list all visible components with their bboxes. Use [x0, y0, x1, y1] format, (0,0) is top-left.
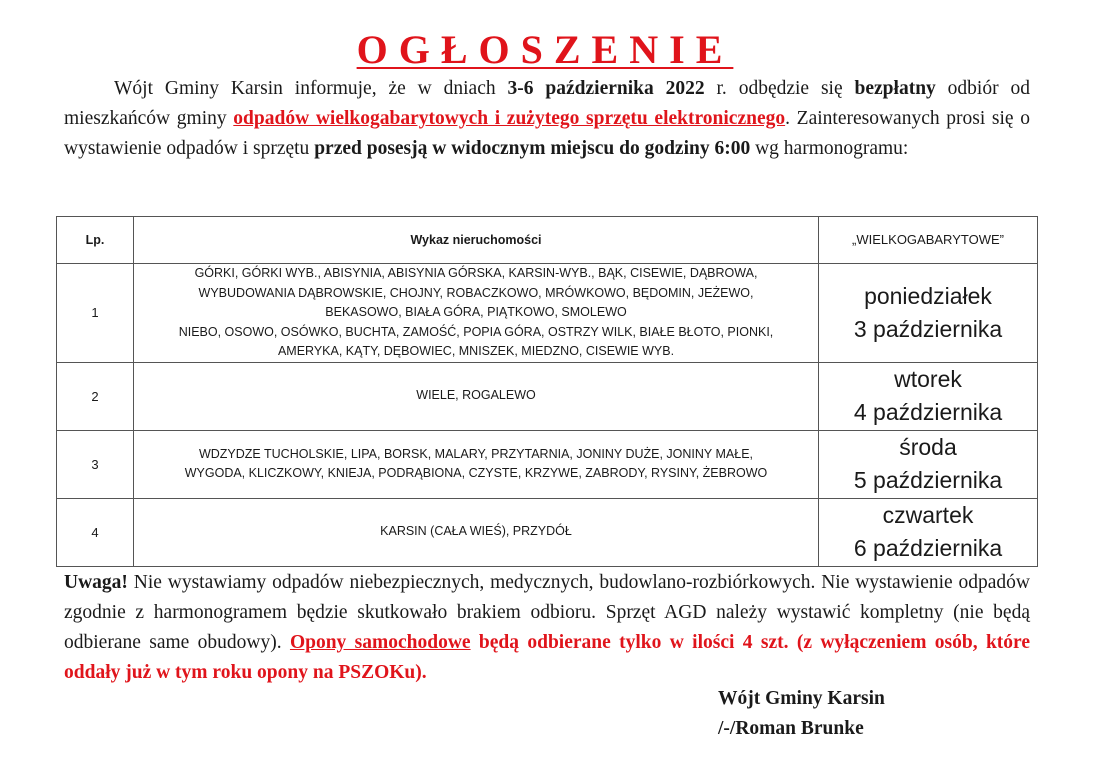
- row-date: 3 października: [853, 315, 1003, 342]
- table-row: [57, 430, 1038, 498]
- warning-text-2: będą odbierane tylko w ilości 4 szt. (z wyłączeniem osób, które oddały już w tym roku opony na PSZOKu).: [64, 632, 1030, 683]
- location-line: NIEBO, OSOWO, OSÓWKO, BUCHTA, ZAMOŚĆ, POPIA GÓRA, OSTRZY WILK, BIAŁE BŁOTO, PIONKI,: [178, 324, 774, 339]
- row-date: 6 października: [853, 535, 1003, 561]
- intro-paragraph: [64, 74, 1030, 164]
- location-line: WYBUDOWANIA DĄBROWSKIE, CHOJNY, ROBACZKOWO, MRÓWKOWO, BĘDOMIN, JEŻEWO,: [198, 285, 754, 300]
- row-lp: 4: [57, 498, 134, 566]
- page-title: OGŁOSZENIE: [356, 27, 734, 72]
- row-locations: [134, 498, 819, 566]
- header-type: „WIELKOGABARYTOWE”: [819, 217, 1038, 264]
- row-day: wtorek: [894, 366, 962, 392]
- row-locations: [134, 264, 819, 363]
- intro-dates: 3-6 października 2022: [507, 78, 705, 99]
- location-line: BEKASOWO, BIAŁA GÓRA, PIĄTKOWO, SMOLEWO: [325, 305, 627, 319]
- header-lp: Lp.: [57, 217, 134, 264]
- row-collection-date: [819, 498, 1038, 566]
- warning-text-1: Nie wystawiamy odpadów niebezpiecznych, medycznych, budowlano-rozbiórkowych. Nie wystawienie odpadów zgodnie z harmonogramem będzie skutkowało brakiem odbioru. Sprzęt AGD należy wystawić kompletny (nie będą odbierane same obudowy).: [64, 572, 1030, 653]
- location-line: KARSIN (CAŁA WIEŚ), PRZYDÓŁ: [380, 524, 572, 539]
- intro-text-5: wg harmonogramu:: [750, 138, 909, 159]
- row-lp: 2: [57, 362, 134, 430]
- warning-lead: Uwaga!: [64, 572, 128, 593]
- row-day: środa: [899, 434, 957, 460]
- signature-role: Wójt Gminy Karsin: [718, 688, 885, 709]
- location-line: AMERYKA, KĄTY, DĘBOWIEC, MNISZEK, MIEDZNO, CISEWIE WYB.: [277, 344, 675, 358]
- row-collection-date: [819, 362, 1038, 430]
- table-header-row: [57, 217, 1038, 264]
- row-collection-date: [819, 264, 1038, 363]
- location-line: WIELE, ROGALEWO: [416, 388, 536, 403]
- signature-name: /-/Roman Brunke: [718, 718, 864, 739]
- row-day: czwartek: [882, 502, 974, 528]
- row-lp: 1: [57, 264, 134, 363]
- table-row: [57, 264, 1038, 363]
- intro-text-4: . Zainteresowanych prosi się o wystawienie odpadów i sprzętu: [64, 108, 1030, 159]
- row-date: 4 października: [853, 399, 1003, 425]
- row-date: 5 października: [853, 467, 1003, 493]
- row-lp: 3: [57, 430, 134, 498]
- row-locations: [134, 362, 819, 430]
- row-locations: [134, 430, 819, 498]
- intro-place: przed posesją w widocznym miejscu do godziny 6:00: [314, 138, 751, 159]
- row-day: poniedziałek: [864, 282, 992, 309]
- intro-text-2: r. odbędzie się: [704, 78, 855, 99]
- intro-text-3: odbiór od mieszkańców gminy: [64, 78, 1030, 129]
- table-row: [57, 362, 1038, 430]
- table-row: [57, 498, 1038, 566]
- warning-tires: Opony samochodowe: [289, 632, 471, 653]
- intro-text-1: Wójt Gminy Karsin informuje, że w dniach: [114, 78, 508, 99]
- location-line: WDZYDZE TUCHOLSKIE, LIPA, BORSK, MALARY, PRZYTARNIA, JONINY DUŻE, JONINY MAŁE,: [198, 446, 754, 461]
- location-line: WYGODA, KLICZKOWY, KNIEJA, PODRĄBIONA, CZYSTE, KRZYWE, ZABRODY, RYSINY, ŻEBROWO: [184, 466, 768, 480]
- intro-free: bezpłatny: [854, 78, 936, 99]
- row-collection-date: [819, 430, 1038, 498]
- warning-note: [64, 568, 1030, 688]
- location-line: GÓRKI, GÓRKI WYB., ABISYNIA, ABISYNIA GÓRSKA, KARSIN-WYB., BĄK, CISEWIE, DĄBROWA,: [194, 266, 758, 280]
- intro-waste-types: odpadów wielkogabarytowych i zużytego sprzętu elektronicznego: [233, 108, 786, 129]
- header-list: Wykaz nieruchomości: [134, 217, 819, 264]
- schedule-table: [56, 216, 1038, 567]
- signature-block: [718, 684, 885, 744]
